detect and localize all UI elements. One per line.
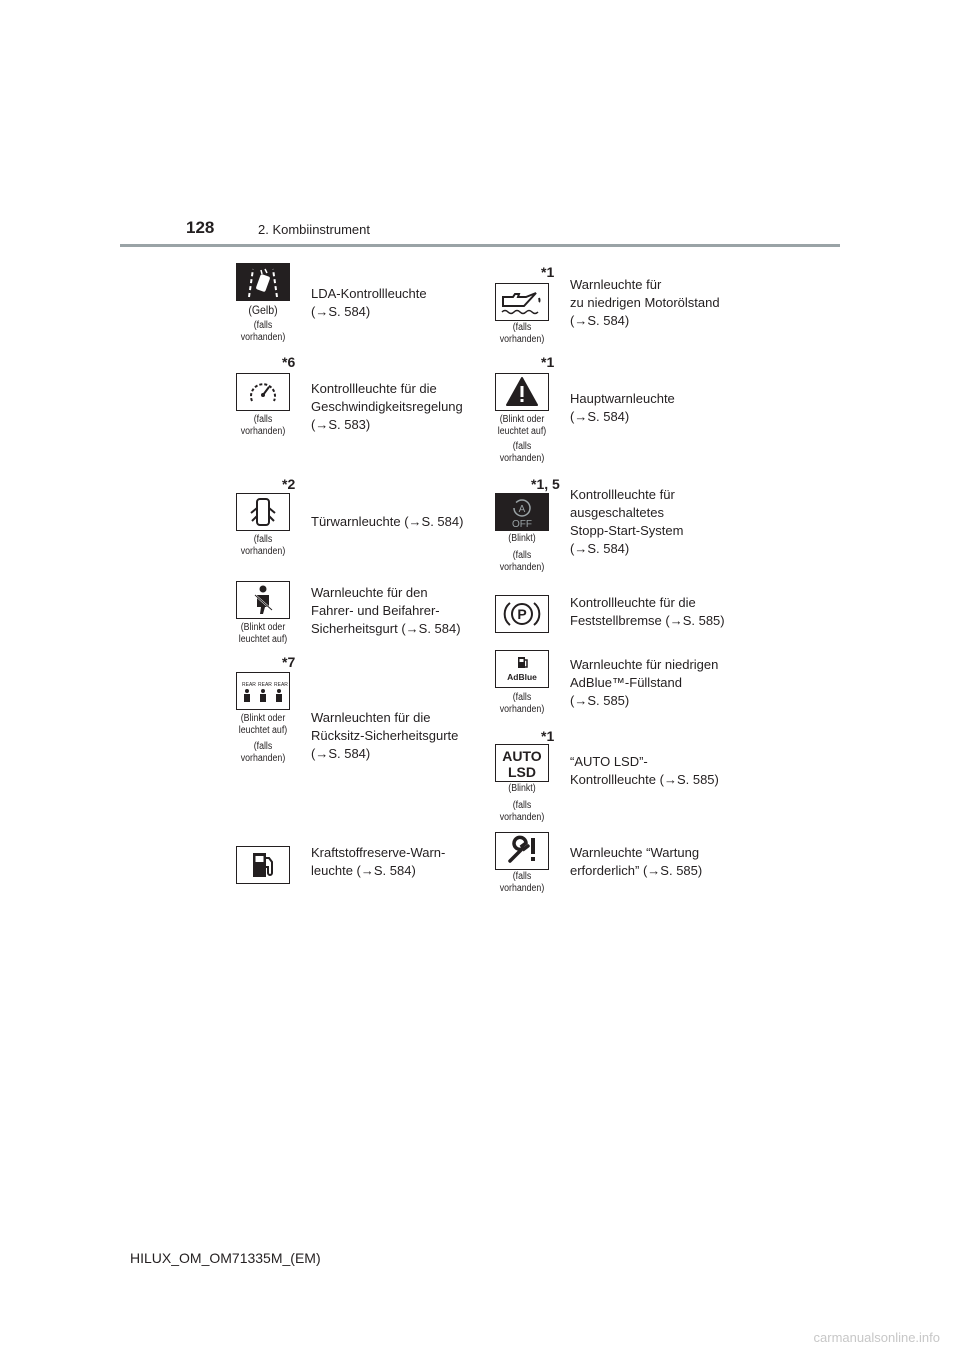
description: Warnleuchte “Wartung erforderlich” (→S. 585) (570, 845, 703, 878)
description: Hauptwarnleuchte (→S. 584) (570, 391, 675, 424)
lane-departure-icon (236, 263, 290, 301)
rear-seatbelt-icon (236, 672, 290, 710)
svg-text:A: A (518, 504, 526, 515)
footnote-marker: *1, 5 (531, 476, 560, 492)
speedometer-icon (236, 373, 290, 411)
maintenance-required-icon (495, 832, 549, 870)
header-rule (120, 244, 840, 247)
warning-triangle-icon (495, 373, 549, 411)
section-title: 2. Kombiinstrument (258, 222, 370, 237)
footnote-marker: *1 (541, 354, 555, 370)
caption: (falls vorhanden) (499, 871, 545, 894)
seatbelt-icon (236, 581, 290, 619)
rear-label: REAR (242, 682, 256, 688)
description: Türwarnleuchte (→S. 584) (311, 514, 464, 529)
watermark: carmanualsonline.info (813, 1330, 940, 1345)
oil-can-icon (495, 283, 549, 321)
footnote-marker: *2 (282, 476, 296, 492)
description: Warnleuchte für niedrigen AdBlue™-Füllstand (→S. 585) (570, 657, 719, 708)
document-footer: HILUX_OM_OM71335M_(EM) (130, 1250, 321, 1266)
caption: (Blinkt oder leuchtet auf) (497, 414, 547, 437)
caption: (falls vorhanden) (240, 534, 286, 557)
description: Warnleuchten für die Rücksitz-Sicherheitsgurte (→S. 584) (311, 710, 459, 761)
caption: (falls vorhanden) (499, 550, 545, 573)
caption: (Blinkt) (508, 783, 536, 794)
description: Kontrollleuchte für die Geschwindigkeitsregelung (→S. 583) (311, 381, 463, 432)
footnote-marker: *6 (282, 354, 296, 370)
stop-start-off-icon (495, 493, 549, 531)
description: Kontrollleuchte für ausgeschaltetes Stopp-Start-System (→S. 584) (570, 487, 684, 556)
footnote-marker: *1 (541, 264, 555, 280)
caption: (falls vorhanden) (240, 741, 286, 764)
caption: (Blinkt oder leuchtet auf) (238, 622, 288, 645)
description: Warnleuchte für den Fahrer- und Beifahrer- Sicherheitsgurt (→S. 584) (311, 585, 461, 636)
description: “AUTO LSD”- Kontrollleuchte (→S. 585) (570, 754, 719, 787)
adblue-icon (495, 650, 549, 688)
auto-lsd-icon (495, 744, 549, 782)
caption: (Blinkt) (508, 533, 536, 544)
rear-label: REAR (258, 682, 272, 688)
caption: (falls vorhanden) (499, 692, 545, 715)
caption: (Blinkt oder leuchtet auf) (238, 713, 288, 736)
lsd-label: LSD (508, 764, 536, 780)
page-number: 128 (186, 218, 215, 237)
description: Kontrollleuchte für die Feststellbremse (→S. 585) (570, 595, 725, 628)
footnote-marker: *1 (541, 728, 555, 744)
caption: (falls vorhanden) (240, 320, 286, 343)
parking-p-label: P (517, 606, 527, 622)
caption: (Gelb) (248, 303, 278, 317)
caption: (falls vorhanden) (499, 441, 545, 464)
parking-brake-icon (495, 595, 549, 633)
off-label: OFF (512, 519, 532, 530)
caption: (falls vorhanden) (499, 800, 545, 823)
description: Warnleuchte für zu niedrigen Motorölstand (→S. 584) (570, 277, 720, 328)
auto-label: AUTO (502, 748, 542, 764)
door-open-icon (236, 493, 290, 531)
caption: (falls vorhanden) (240, 414, 286, 437)
fuel-pump-icon (236, 846, 290, 884)
footnote-marker: *7 (282, 654, 296, 670)
rear-label: REAR (274, 682, 288, 688)
description: Kraftstoffreserve-Warn- leuchte (→S. 584) (311, 845, 446, 878)
description: LDA-Kontrollleuchte (→S. 584) (311, 286, 427, 319)
caption: (falls vorhanden) (499, 322, 545, 345)
adblue-label: AdBlue (507, 672, 537, 682)
